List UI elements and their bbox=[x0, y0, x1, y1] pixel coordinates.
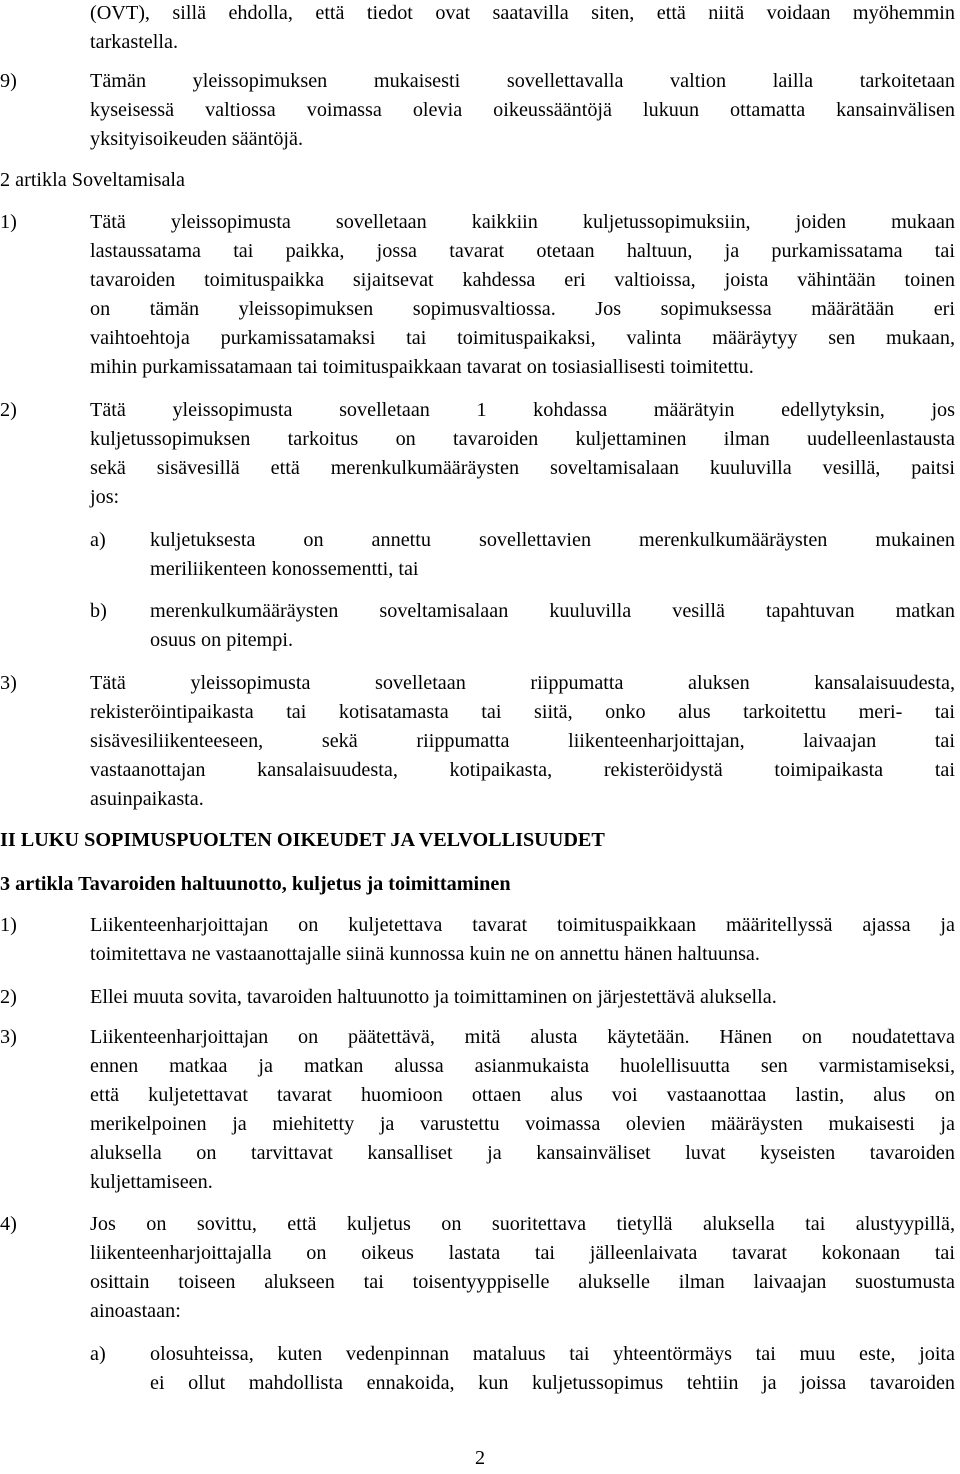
item-number: 2) bbox=[0, 986, 17, 1008]
paragraph-line: Tämän yleissopimuksen mukaisesti sovellettavalla valtion lailla tarkoitetaan bbox=[90, 70, 955, 92]
intro-line: (OVT), sillä ehdolla, että tiedot ovat saatavilla siten, että niitä voidaan myöhemmin bbox=[90, 2, 955, 24]
subitem-line: kuljetuksesta on annettu sovellettavien merenkulkumääräysten mukainen bbox=[150, 529, 955, 551]
paragraph-line: liikenteenharjoittajalla on oikeus lastata tai jälleenlaivata tavarat kokonaan tai bbox=[90, 1242, 955, 1264]
subitem-letter: a) bbox=[90, 1343, 106, 1365]
paragraph-line: asuinpaikasta. bbox=[90, 788, 204, 810]
paragraph-line: sekä sisävesillä että merenkulkumääräysten soveltamisalaan kuuluvilla vesillä, paitsi bbox=[90, 457, 955, 479]
subitem-line: meriliikenteen konossementti, tai bbox=[150, 558, 419, 580]
paragraph-line: lastaussatama tai paikka, jossa tavarat otetaan haltuun, ja purkamissatama tai bbox=[90, 240, 955, 262]
item-number: 3) bbox=[0, 672, 17, 694]
paragraph-line: Ellei muuta sovita, tavaroiden haltuunotto ja toimittaminen on järjestettävä aluksella. bbox=[90, 986, 777, 1008]
chapter-heading: II LUKU SOPIMUSPUOLTEN OIKEUDET JA VELVOLLISUUDET bbox=[0, 829, 605, 851]
paragraph-line: kyseisessä valtiossa voimassa olevia oikeussääntöjä lukuun ottamatta kansainvälisen bbox=[90, 99, 955, 121]
paragraph-line: ennen matkaa ja matkan alussa asianmukaista huolellisuutta sen varmistamiseksi, bbox=[90, 1055, 955, 1077]
paragraph-line: vaihtoehtoja purkamissatamaksi tai toimituspaikaksi, valinta määräytyy sen mukaan, bbox=[90, 327, 955, 349]
page-number: 2 bbox=[474, 1447, 486, 1469]
paragraph-line: että kuljetettavat tavarat huomioon ottaen alus voi vastaanottaa lastin, alus on bbox=[90, 1084, 955, 1106]
subitem-line: osuus on pitempi. bbox=[150, 629, 293, 651]
paragraph-line: Tätä yleissopimusta sovelletaan 1 kohdassa määrätyin edellytyksin, jos bbox=[90, 399, 955, 421]
paragraph-line: mihin purkamissatamaan tai toimituspaikkaan tavarat on tosiasiallisesti toimitettu. bbox=[90, 356, 754, 378]
paragraph-line: tavaroiden toimituspaikka sijaitsevat kahdessa eri valtioissa, joista vähintään toinen bbox=[90, 269, 955, 291]
paragraph-line: toimitettava ne vastaanottajalle siinä kunnossa kuin ne on annettu hänen haltuunsa. bbox=[90, 943, 760, 965]
paragraph-line: sisävesiliikenteeseen, sekä riippumatta liikenteenharjoittajan, laivaajan tai bbox=[90, 730, 955, 752]
item-number: 2) bbox=[0, 399, 17, 421]
paragraph-line: merikelpoinen ja miehitetty ja varustettu voimassa olevien määräysten mukaisesti ja bbox=[90, 1113, 955, 1135]
paragraph-line: kuljettamiseen. bbox=[90, 1171, 213, 1193]
paragraph-line: Liikenteenharjoittajan on päätettävä, mitä alusta käytetään. Hänen on noudatettava bbox=[90, 1026, 955, 1048]
subitem-line: merenkulkumääräysten soveltamisalaan kuuluvilla vesillä tapahtuvan matkan bbox=[150, 600, 955, 622]
paragraph-line: Tätä yleissopimusta sovelletaan kaikkiin kuljetussopimuksiin, joiden mukaan bbox=[90, 211, 955, 233]
subitem-line: ei ollut mahdollista ennakoida, kun kuljetussopimus tehtiin ja joissa tavaroiden bbox=[150, 1372, 955, 1394]
subitem-line: olosuhteissa, kuten vedenpinnan mataluus tai yhteentörmäys tai muu este, joita bbox=[150, 1343, 955, 1365]
item-number: 1) bbox=[0, 211, 17, 233]
paragraph-line: Jos on sovittu, että kuljetus on suoritettava tietyllä aluksella tai alustyypillä, bbox=[90, 1213, 955, 1235]
paragraph-line: ainoastaan: bbox=[90, 1300, 181, 1322]
item-number: 9) bbox=[0, 70, 17, 92]
paragraph-line: osittain toiseen alukseen tai toisentyyppiselle alukselle ilman laivaajan suostumusta bbox=[90, 1271, 955, 1293]
paragraph-line: jos: bbox=[90, 486, 120, 508]
paragraph-line: Tätä yleissopimusta sovelletaan riippumatta aluksen kansalaisuudesta, bbox=[90, 672, 955, 694]
paragraph-line: vastaanottajan kansalaisuudesta, kotipaikasta, rekisteröidystä toimipaikasta tai bbox=[90, 759, 955, 781]
paragraph-line: Liikenteenharjoittajan on kuljetettava tavarat toimituspaikkaan määritellyssä ajassa ja bbox=[90, 914, 955, 936]
subitem-letter: a) bbox=[90, 529, 106, 551]
item-number: 4) bbox=[0, 1213, 17, 1235]
intro-line: tarkastella. bbox=[90, 31, 178, 53]
item-number: 1) bbox=[0, 914, 17, 936]
item-number: 3) bbox=[0, 1026, 17, 1048]
paragraph-line: aluksella on tarvittavat kansalliset ja kansainväliset luvat kyseisten tavaroiden bbox=[90, 1142, 955, 1164]
article-heading: 3 artikla Tavaroiden haltuunotto, kuljetus ja toimittaminen bbox=[0, 873, 511, 895]
paragraph-line: yksityisoikeuden sääntöjä. bbox=[90, 128, 304, 150]
article-heading: 2 artikla Soveltamisala bbox=[0, 169, 185, 191]
paragraph-line: rekisteröintipaikasta tai kotisatamasta tai siitä, onko alus tarkoitettu meri- tai bbox=[90, 701, 955, 723]
paragraph-line: kuljetussopimuksen tarkoitus on tavaroiden kuljettaminen ilman uudelleenlastausta bbox=[90, 428, 955, 450]
subitem-letter: b) bbox=[90, 600, 107, 622]
paragraph-line: on tämän yleissopimuksen sopimusvaltiossa. Jos sopimuksessa määrätään eri bbox=[90, 298, 955, 320]
